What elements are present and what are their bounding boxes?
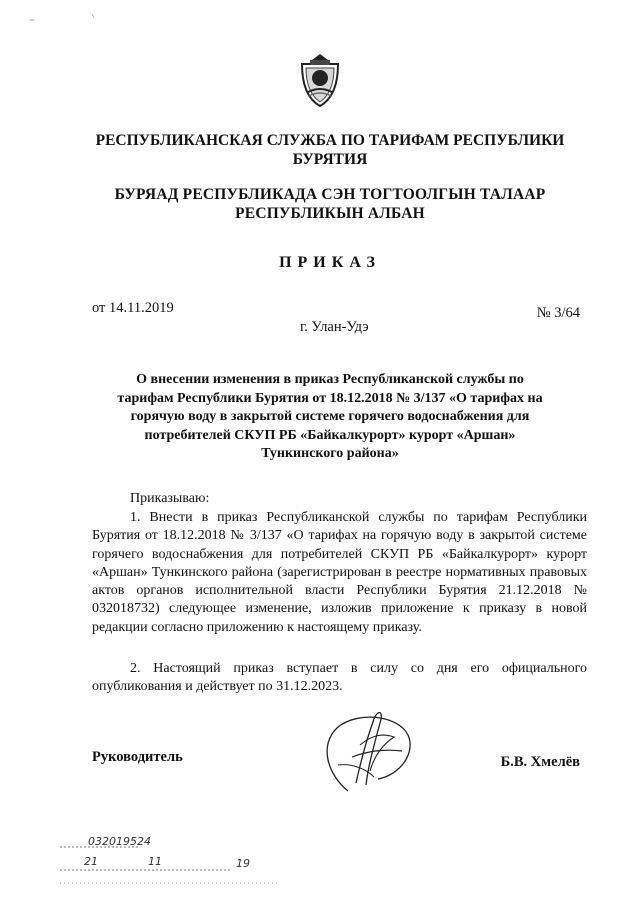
stamp-month: 11 [148, 855, 162, 868]
signatory-name: Б.В. Хмелёв [500, 754, 580, 770]
handwritten-signature [308, 705, 420, 795]
coat-of-arms-icon [298, 52, 342, 108]
document-number: № 3/64 [536, 305, 580, 321]
stamp-day: 21 [84, 855, 98, 868]
org-name-russian: РЕСПУБЛИКАНСКАЯ СЛУЖБА ПО ТАРИФАМ РЕСПУБЛИКИ БУРЯТИЯ [95, 132, 565, 168]
document-type: ПРИКАЗ [279, 254, 381, 271]
body-item-1: 1. Внести в приказ Республиканской службы по тарифам Республики Бурятия от 18.12.2018 № 3/137 «О тарифах на горячую воду в закрытой системе горячего водоснабжения для потребителей СКУП РБ «Байкалкурорт» курорт «Аршан» Тункинского района (зарегистрирован в реестре нормативных правовых актов органов исполнительной власти Республики Бурятия 21.12.2018 № 032018732) следующее изменение, изложив приложение к приказу в новой редакции согласно приложению к настоящему приказу. [92, 510, 587, 635]
body-intro: Приказываю: [130, 491, 210, 506]
body-item-2: 2. Настоящий приказ вступает в силу со дня его официального опубликования и действует по 31.12.2023. [92, 661, 587, 695]
stamp-year: 19 [236, 857, 250, 870]
scan-marks [28, 10, 108, 24]
document-date: от 14.11.2019 [92, 300, 174, 316]
document-subject: О внесении изменения в приказ Республиканской службы по тарифам Республики Бурятия от 18.12.2018 № 3/137 «О тарифах на горячую воду в закрытой системе горячего водоснабжения для потребителей СКУП РБ «Байкалкурорт» курорт «Аршан» Тункинского района» [117, 372, 543, 461]
stamp-reg-number: 032019524 [88, 835, 151, 848]
org-name-buryat: БУРЯАД РЕСПУБЛИКАДА СЭН ТОГТООЛГЫН ТАЛААР РЕСПУБЛИКЫН АЛБАН [114, 186, 546, 222]
signatory-position: Руководитель [92, 749, 183, 765]
registration-stamp [60, 835, 290, 885]
document-city: г. Улан-Удэ [300, 319, 369, 335]
